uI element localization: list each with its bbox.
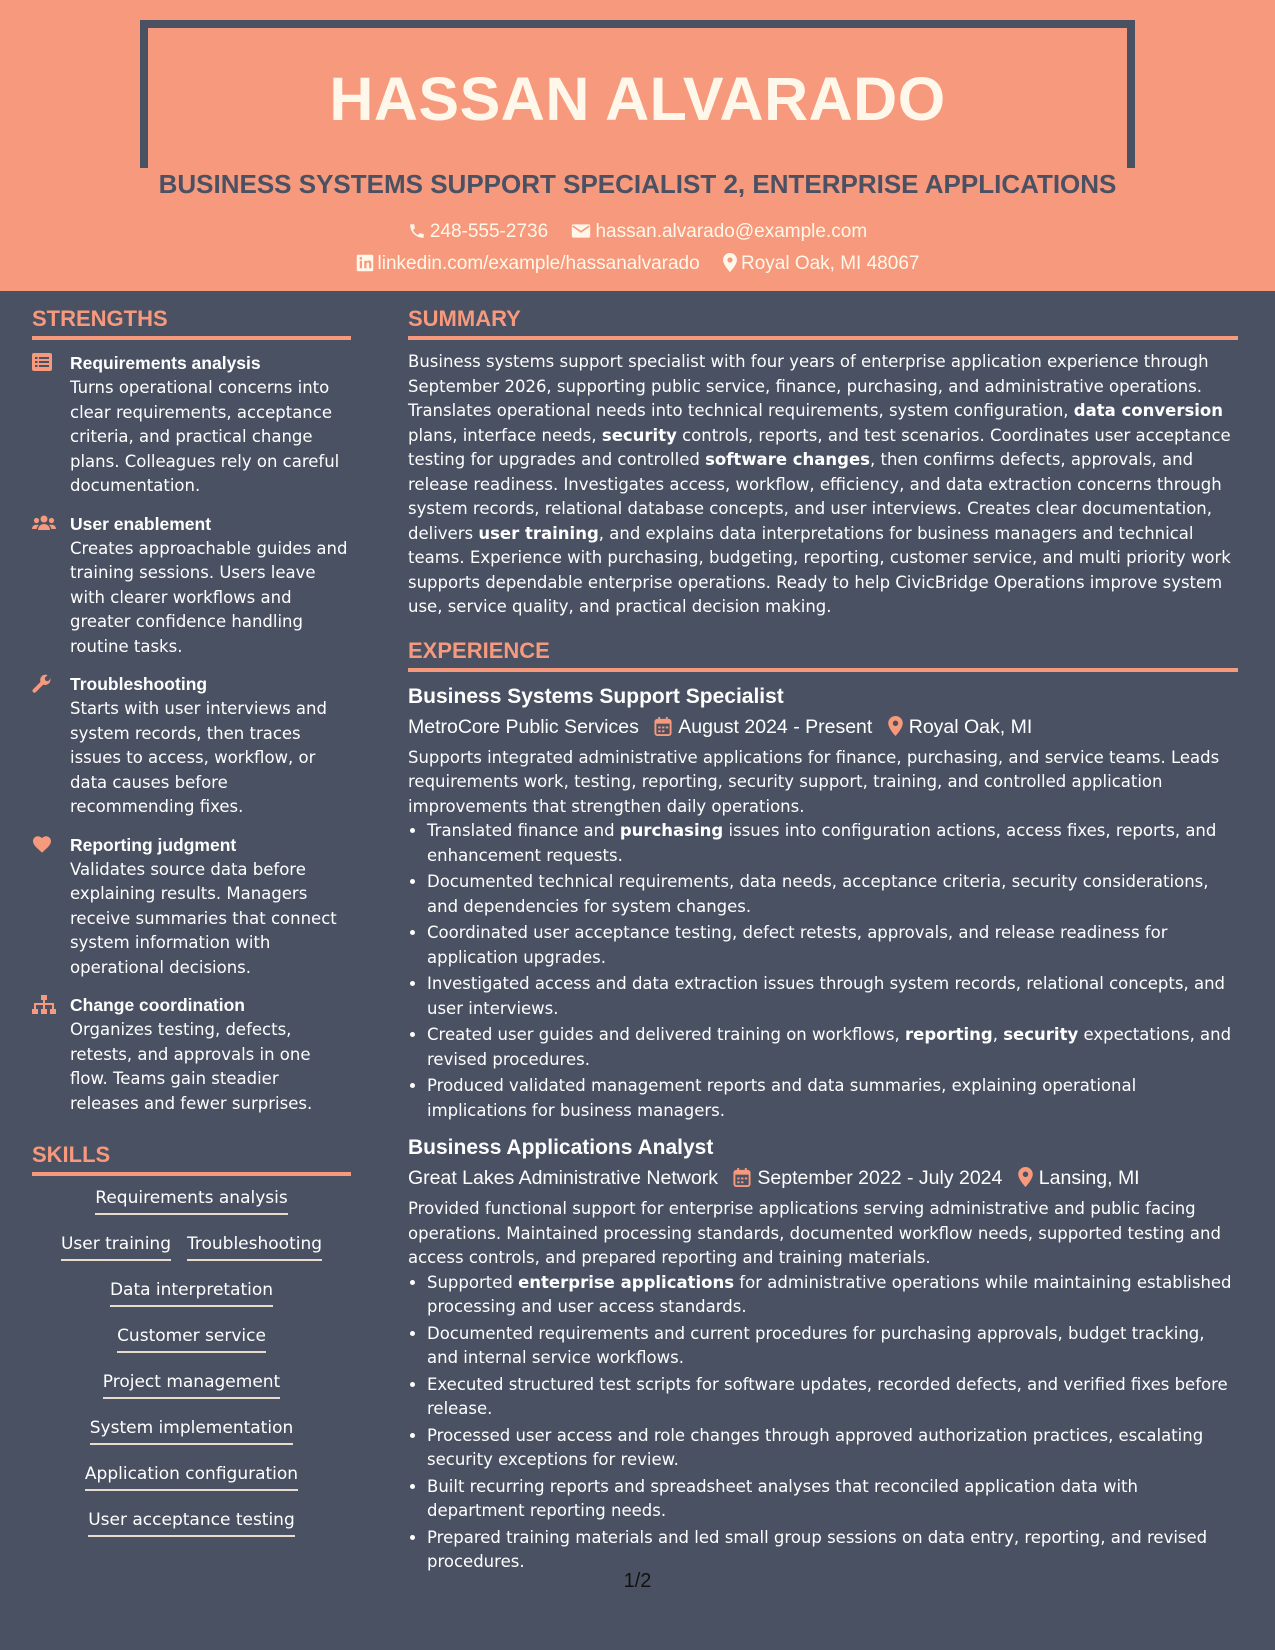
job-location: Lansing, MI xyxy=(1038,1167,1140,1189)
job-dates: August 2024 - Present xyxy=(678,715,873,738)
linkedin-icon xyxy=(356,254,374,272)
text-run: Coordinated user acceptance testing, defect retests, approvals, and release readiness for application upgrades. xyxy=(427,923,1168,967)
calendar-icon xyxy=(733,1168,751,1187)
skill-tag: Requirements analysis xyxy=(95,1186,287,1215)
strength-item xyxy=(32,350,351,499)
left-column xyxy=(32,302,351,1554)
location-text: Royal Oak, MI 48067 xyxy=(740,253,920,274)
contact-row-1 xyxy=(0,219,1275,245)
job-bullet xyxy=(427,1373,1238,1422)
text-run: for administrative operations while maintaining established processing and user access standards. xyxy=(427,1272,1232,1316)
text-run: expectations, and revised procedures. xyxy=(427,1025,1232,1069)
text-run: controls, reports, and test scenarios. Coordinates user acceptance testing for upgrades and controlled xyxy=(408,425,1231,469)
emphasis-text: user training xyxy=(478,523,599,543)
linkedin-text: linkedin.com/example/hassanalvarado xyxy=(377,253,700,274)
job-bullet xyxy=(427,921,1238,970)
job-bullet xyxy=(427,1526,1238,1575)
users-icon xyxy=(32,514,56,532)
strength-title: Troubleshooting xyxy=(70,674,208,694)
job-description: Provided functional support for enterprise applications serving administrative and public facing operations. Maintained processing standards, documented workflow needs, supported testing and access controls, and prepared reporting and training materials. xyxy=(408,1199,1221,1267)
list-icon xyxy=(32,353,52,371)
job-bullet xyxy=(427,1424,1238,1473)
emphasis-text: reporting xyxy=(905,1025,993,1044)
skill-tag: User acceptance testing xyxy=(88,1508,295,1537)
skill-tag: Troubleshooting xyxy=(187,1232,322,1261)
text-run: Supported xyxy=(427,1272,519,1292)
job-bullet xyxy=(427,1475,1238,1524)
text-run: Documented requirements and current procedures for purchasing approvals, budget tracking, and internal service workflows. xyxy=(427,1323,1205,1367)
job-entry xyxy=(408,1133,1238,1575)
text-run: , then confirms defects, approvals, and release readiness. Investigates access, workflow, efficiency, and data extraction concerns through system records, relational database concepts, and user interviews. Creates clear documentation, delivers xyxy=(408,450,1222,543)
text-run: Executed structured test scripts for software updates, recorded defects, and verified fixes before release. xyxy=(427,1374,1228,1418)
map-pin-icon xyxy=(1018,1167,1033,1187)
job-description: Supports integrated administrative applications for finance, purchasing, and service teams. Leads requirements work, testing, reporting, security support, training, and controlled application improvements that strengthen daily operations. xyxy=(408,747,1220,816)
emphasis-text: software changes xyxy=(705,450,870,469)
job-title: Business Systems Support Specialist xyxy=(408,684,784,708)
text-run: Produced validated management reports and data summaries, explaining operational implications for business managers. xyxy=(427,1076,1137,1120)
right-column xyxy=(408,302,1238,1585)
envelope-icon xyxy=(571,222,591,240)
emphasis-text: enterprise applications xyxy=(518,1272,735,1292)
strength-item xyxy=(32,832,351,981)
strength-title: User enablement xyxy=(70,513,212,534)
job-company: Great Lakes Administrative Network xyxy=(408,1167,718,1189)
heart-icon xyxy=(32,835,52,853)
job-entry xyxy=(408,682,1238,1124)
email-text: hassan.alvarado@example.com xyxy=(595,221,868,242)
skills-heading: SKILLS xyxy=(32,1138,351,1176)
contact-location xyxy=(723,251,919,277)
text-run: , xyxy=(992,1025,1004,1044)
strength-title: Requirements analysis xyxy=(70,353,261,373)
contact-phone[interactable] xyxy=(408,219,548,245)
contact-linkedin[interactable] xyxy=(356,251,700,277)
skill-tag: Customer service xyxy=(117,1324,266,1353)
skill-tag: Data interpretation xyxy=(110,1278,273,1307)
text-run: Processed user access and role changes through approved authorization practices, escalating security exceptions for review. xyxy=(427,1425,1204,1469)
org-chart-icon xyxy=(32,995,56,1015)
strength-desc: Organizes testing, defects, retests, and approvals in one flow. Teams gain steadier releases and fewer surprises. xyxy=(70,1020,313,1113)
strength-title: Reporting judgment xyxy=(70,834,237,855)
skill-tag: System implementation xyxy=(90,1416,294,1445)
text-run: Translated finance and xyxy=(427,821,620,840)
job-company: MetroCore Public Services xyxy=(408,715,639,738)
summary-text xyxy=(408,350,1238,620)
job-title: Business Applications Analyst xyxy=(408,1136,714,1159)
phone-icon xyxy=(408,222,426,240)
strength-item xyxy=(32,992,351,1116)
strengths-heading: STRENGTHS xyxy=(32,302,351,340)
wrench-icon xyxy=(32,674,52,694)
strength-title: Change coordination xyxy=(70,995,245,1015)
calendar-icon xyxy=(654,717,672,736)
phone-text: 248-555-2736 xyxy=(429,221,549,242)
contact-email[interactable] xyxy=(571,219,867,245)
page-number: 1/2 xyxy=(623,1570,652,1592)
job-bullets xyxy=(408,819,1238,1123)
experience-heading: EXPERIENCE xyxy=(408,634,1238,672)
strength-item xyxy=(32,511,351,660)
text-run: Investigated access and data extraction issues through system records, relational concepts, and user interviews. xyxy=(427,974,1225,1018)
text-run: Built recurring reports and spreadsheet analyses that reconciled application data with department reporting needs. xyxy=(427,1476,1138,1520)
map-pin-icon xyxy=(888,716,903,736)
skill-tag: User training xyxy=(61,1232,171,1261)
text-run: Prepared training materials and led small group sessions on data entry, reporting, and revised procedures. xyxy=(427,1527,1208,1571)
text-run: Business systems support specialist with four years of enterprise application experience through September 2026, supporting public service, finance, purchasing, and administrative operations. Translates operational needs into technical requirements, system configuration, xyxy=(408,352,1209,420)
skill-tag: Project management xyxy=(103,1370,280,1399)
emphasis-text: data conversion xyxy=(1073,401,1224,420)
job-bullet xyxy=(427,1023,1238,1072)
summary-heading: SUMMARY xyxy=(408,302,1238,340)
job-bullet xyxy=(427,819,1238,868)
job-bullet xyxy=(427,1271,1238,1320)
strength-desc: Starts with user interviews and system records, then traces issues to access, workflow, or data causes before recommending fixes. xyxy=(70,699,327,816)
strength-desc: Validates source data before explaining results. Managers receive summaries that connect system information with operational decisions. xyxy=(70,859,337,977)
strength-desc: Creates approachable guides and training sessions. Users leave with clearer workflows and greater confidence handling routine tasks. xyxy=(70,538,348,656)
job-meta xyxy=(408,1163,1238,1193)
text-run: issues into configuration actions, access fixes, reports, and enhancement requests. xyxy=(427,821,1217,865)
emphasis-text: security xyxy=(1003,1025,1079,1044)
job-dates: September 2022 - July 2024 xyxy=(757,1167,1003,1189)
resume-header xyxy=(0,0,1275,291)
map-pin-icon xyxy=(723,253,737,272)
contact-row-2 xyxy=(0,251,1275,277)
emphasis-text: security xyxy=(601,425,677,445)
job-bullets xyxy=(408,1271,1238,1575)
strength-desc: Turns operational concerns into clear requirements, acceptance criteria, and practical change plans. Colleagues rely on careful documentation. xyxy=(70,378,340,495)
job-bullet xyxy=(427,1074,1238,1123)
job-bullet xyxy=(427,972,1238,1021)
job-meta xyxy=(408,712,1238,742)
job-bullet xyxy=(427,1322,1238,1371)
headline-title: BUSINESS SYSTEMS SUPPORT SPECIALIST 2, ENTERPRISE APPLICATIONS xyxy=(158,169,1117,199)
text-run: Documented technical requirements, data needs, acceptance criteria, security considerations, and dependencies for system changes. xyxy=(427,872,1209,916)
text-run: Created user guides and delivered training on workflows, xyxy=(427,1025,906,1044)
skill-tag: Application configuration xyxy=(85,1462,298,1491)
job-bullet xyxy=(427,870,1238,919)
emphasis-text: purchasing xyxy=(619,821,724,840)
job-location: Royal Oak, MI xyxy=(908,715,1033,738)
strength-item xyxy=(32,671,351,820)
text-run: plans, interface needs, xyxy=(408,425,602,445)
candidate-name: HASSAN ALVARADO xyxy=(329,65,946,133)
text-run: , and explains data interpretations for business managers and technical teams. Experience with purchasing, budgeting, reporting, customer service, and multi priority work supports dependable enterprise operations. Ready to help CivicBridge Operations improve system use, service quality, and practical decision making. xyxy=(408,523,1231,616)
skills-list xyxy=(32,1186,351,1537)
